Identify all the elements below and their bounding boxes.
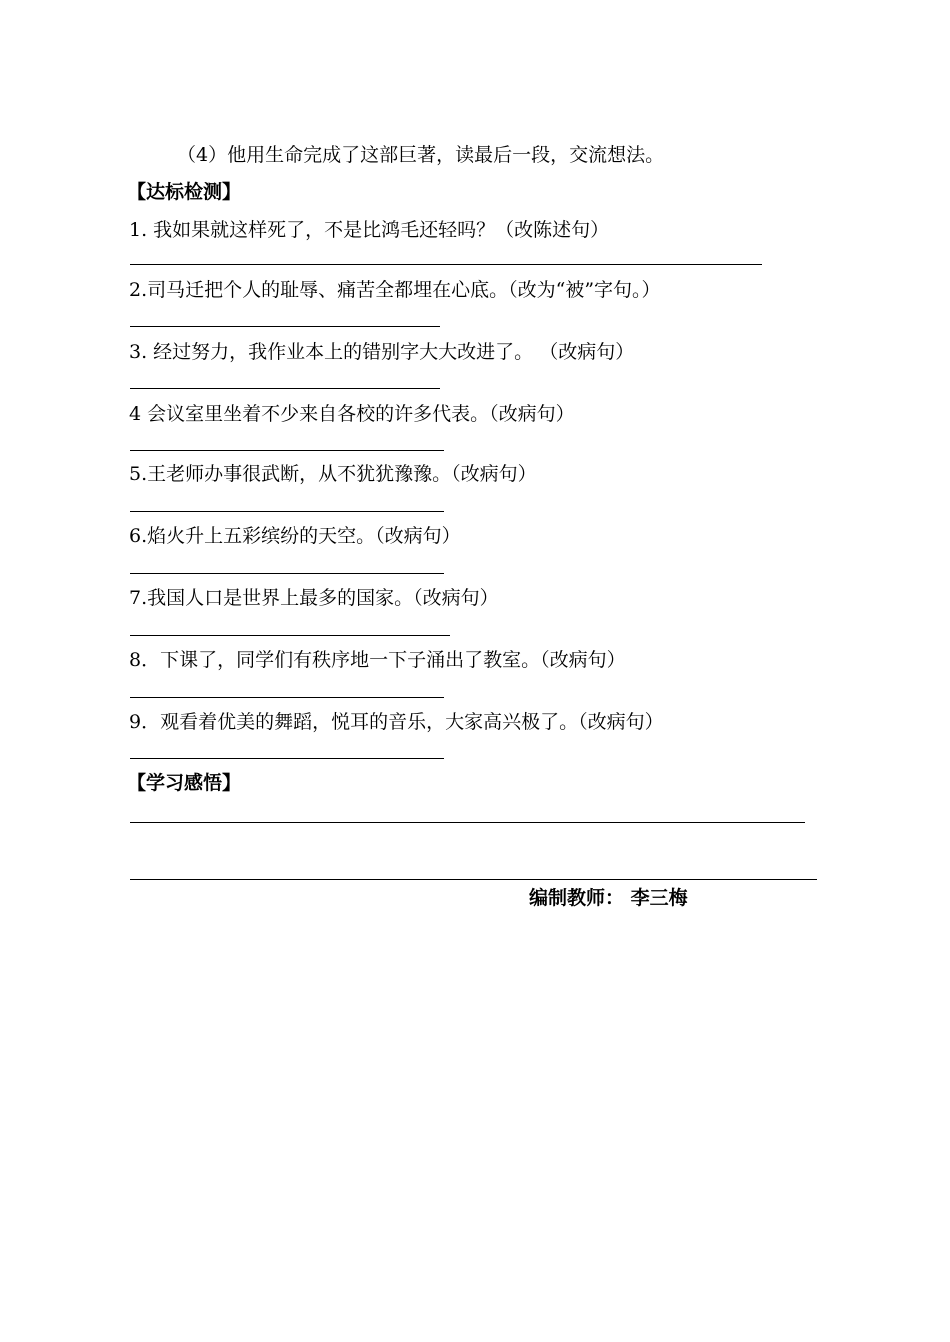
question-4: 4 会议室里坐着不少来自各校的许多代表。（改病句） <box>129 403 575 425</box>
answer-line-3[interactable] <box>130 388 440 389</box>
question-3: 3. 经过努力，我作业本上的错别字大大改进了。 （改病句） <box>129 341 635 363</box>
question-2: 2.司马迁把个人的耻辱、痛苦全都埋在心底。（改为“被”字句。） <box>129 279 661 301</box>
question-5: 5.王老师办事很武断，从不犹犹豫豫。（改病句） <box>129 463 537 485</box>
question-7: 7.我国人口是世界上最多的国家。（改病句） <box>129 587 499 609</box>
answer-line-5[interactable] <box>130 511 444 512</box>
question-6: 6.焰火升上五彩缤纷的天空。（改病句） <box>129 525 461 547</box>
answer-line-4[interactable] <box>130 450 444 451</box>
question-8: 8．下课了，同学们有秩序地一下子涌出了教室。（改病句） <box>129 649 626 671</box>
question-1: 1. 我如果就这样死了，不是比鸿毛还轻吗？（改陈述句） <box>129 219 610 241</box>
question-9: 9．观看着优美的舞蹈，悦耳的音乐，大家高兴极了。（改病句） <box>129 711 664 733</box>
intro-item: （4）他用生命完成了这部巨著，读最后一段，交流想法。 <box>177 144 665 166</box>
reflection-line-1[interactable] <box>130 822 805 823</box>
answer-line-1[interactable] <box>130 264 762 265</box>
section-heading-reflection: 【学习感悟】 <box>127 772 242 794</box>
author-credit <box>529 886 688 910</box>
answer-line-7[interactable] <box>130 635 450 636</box>
reflection-line-2[interactable] <box>130 879 817 880</box>
answer-line-9[interactable] <box>130 758 444 759</box>
author-label: 编制教师： <box>529 887 625 909</box>
section-heading-test: 【达标检测】 <box>127 181 242 203</box>
answer-line-8[interactable] <box>130 697 444 698</box>
author-name: 李三梅 <box>630 887 688 909</box>
answer-line-6[interactable] <box>130 573 444 574</box>
answer-line-2[interactable] <box>130 326 440 327</box>
